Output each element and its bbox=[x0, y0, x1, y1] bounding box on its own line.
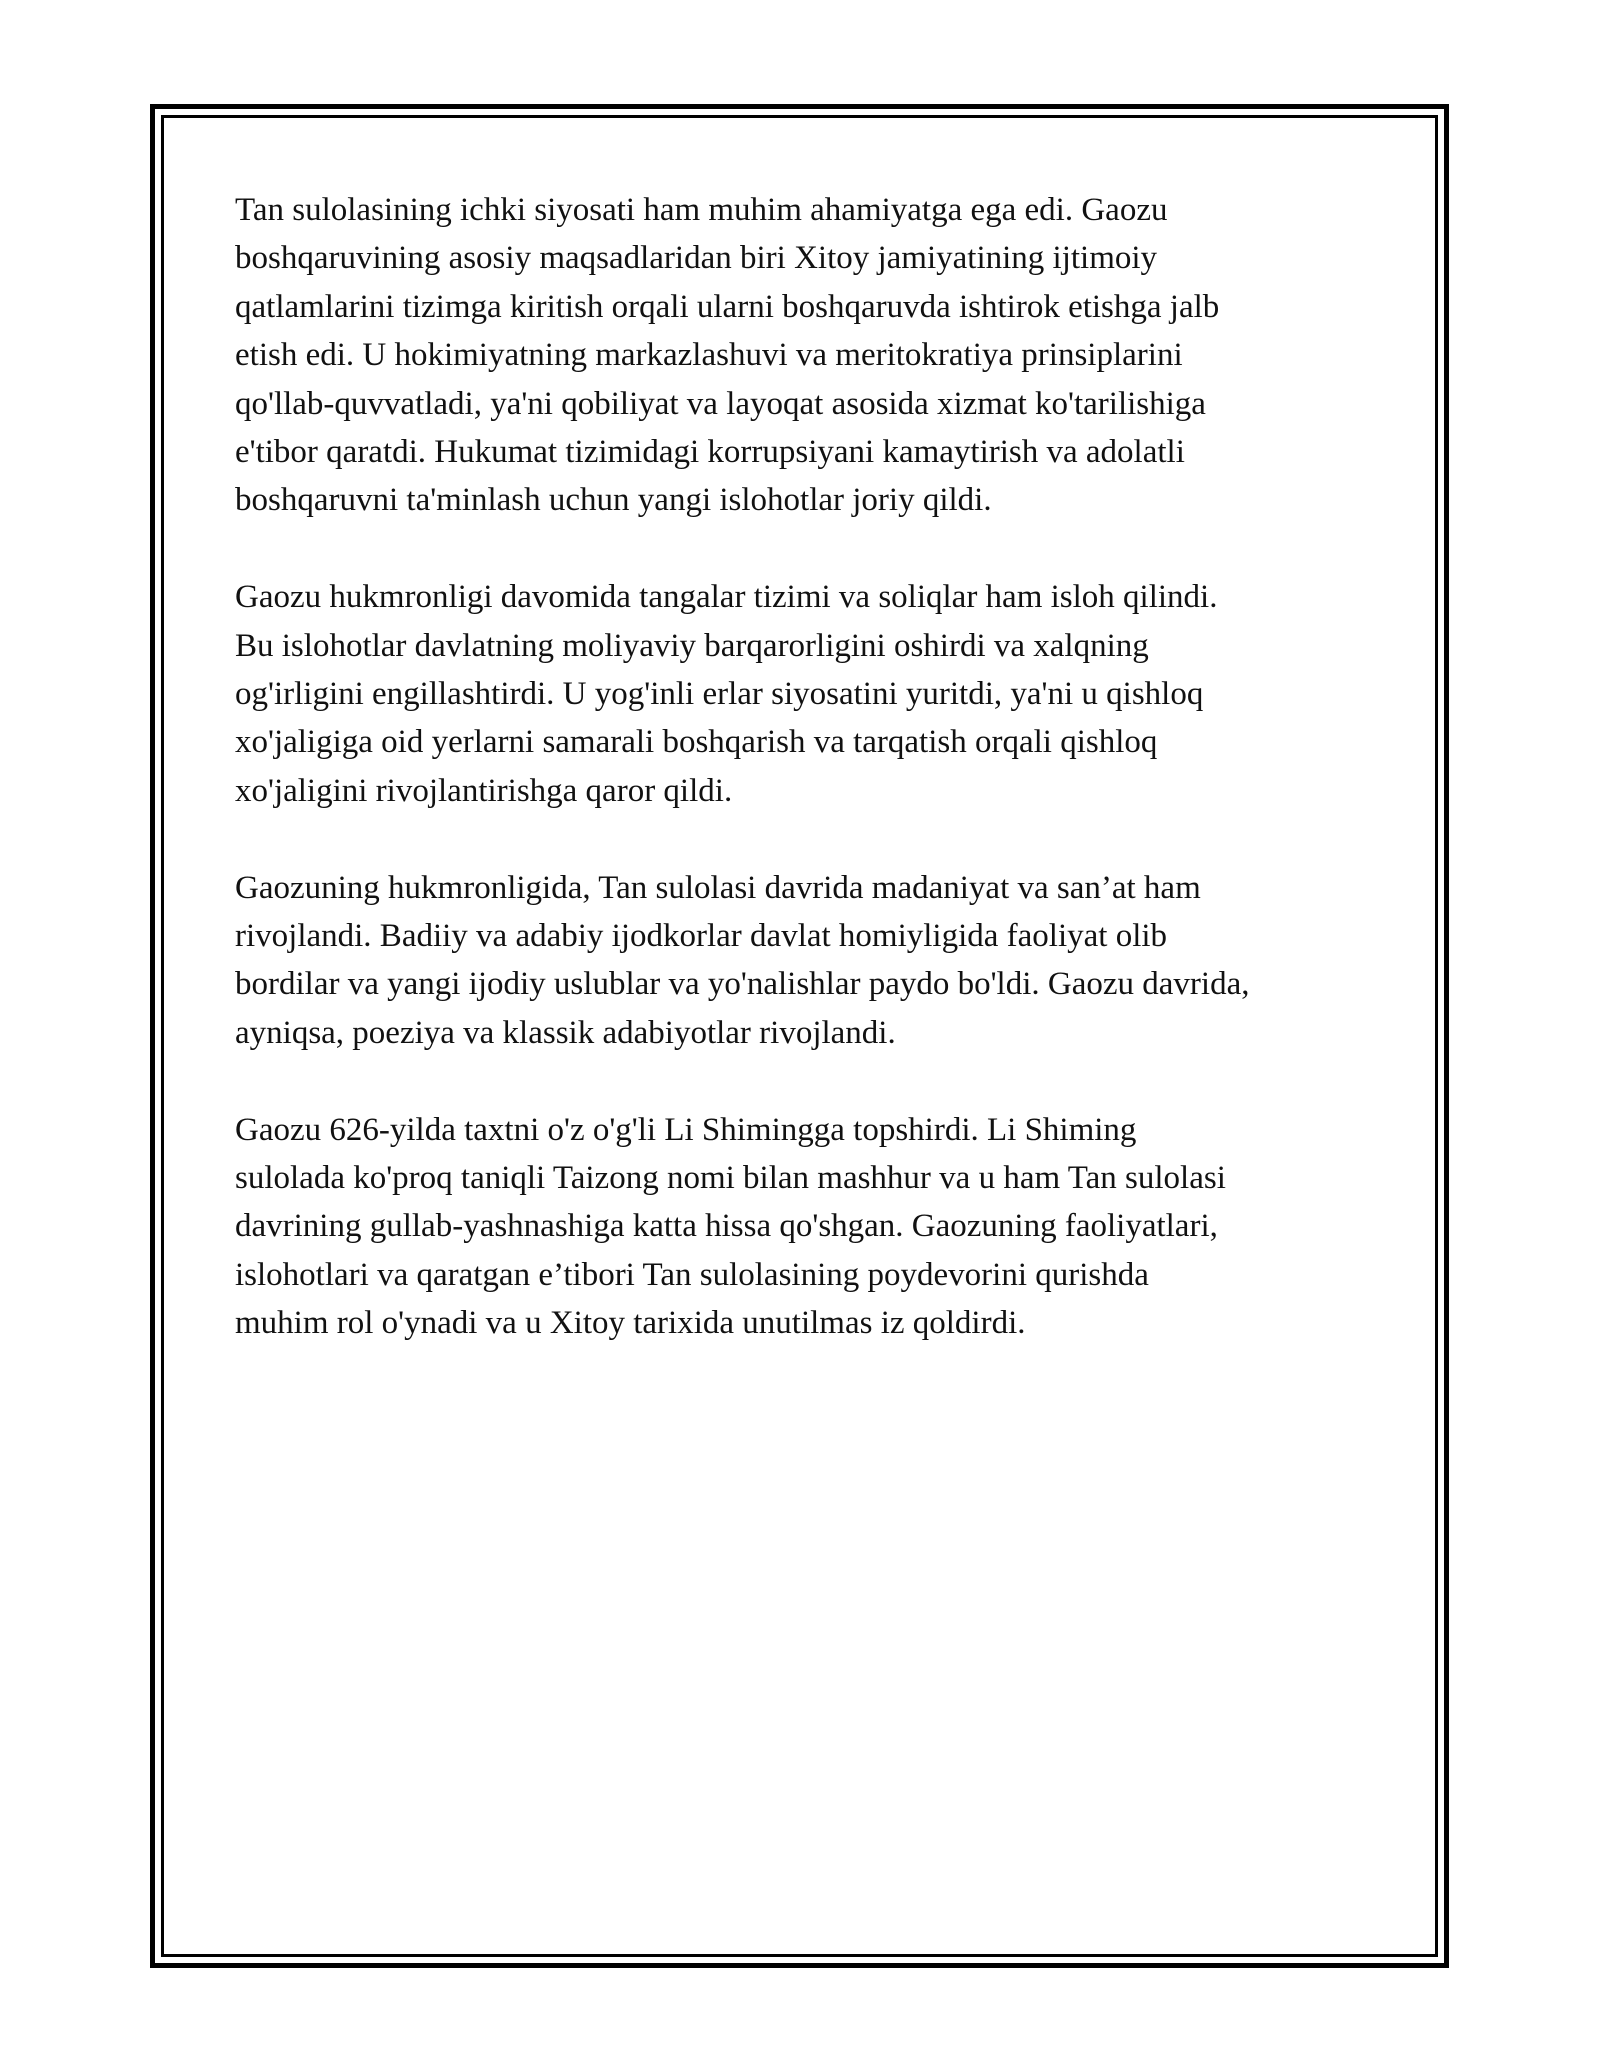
document-body bbox=[235, 186, 1375, 1348]
paragraph-2: Gaozu hukmronligi davomida tangalar tizimi va soliqlar ham isloh qilindi. Bu islohotlar davlatning moliyaviy barqarorligini oshirdi va xalqning og'irligini engillashtirdi. U yog'inli erlar siyosatini yuritdi, ya'ni u qishloq xo'jaligiga oid yerlarni samarali boshqarish va tarqatish orqali qishloq xo'jaligini rivojlantirishga qaror qildi. bbox=[235, 579, 1218, 809]
paragraph-3: Gaozuning hukmronligida, Tan sulolasi davrida madaniyat va san’at ham rivojlandi. Badiiy va adabiy ijodkorlar davlat homiyligida faoliyat olib bordilar va yangi ijodiy uslublar va yo'nalishlar paydo bo'ldi. Gaozu davrida, ayniqsa, poeziya va klassik adabiyotlar rivojlandi. bbox=[235, 869, 1250, 1051]
paragraph-4: Gaozu 626-yilda taxtni o'z o'g'li Li Shimingga topshirdi. Li Shiming sulolada ko'proq taniqli Taizong nomi bilan mashhur va u ham Tan sulolasi davrining gullab-yashnashiga katta hissa qo'shgan. Gaozuning faoliyatlari, islohotlari va qaratgan e’tibori Tan sulolasining poydevorini qurishda muhim rol o'ynadi va u Xitoy tarixida unutilmas iz qoldirdi. bbox=[235, 1111, 1226, 1342]
paragraph-1: Tan sulolasining ichki siyosati ham muhim ahamiyatga ega edi. Gaozu boshqaruvining asosiy maqsadlaridan biri Xitoy jamiyatining ijtimoiy qatlamlarini tizimga kiritish orqali ularni boshqaruvda ishtirok etishga jalb etish edi. U hokimiyatning markazlashuvi va meritokratiya prinsiplarini qo'llab-quvvatladi, ya'ni qobiliyat va layoqat asosida xizmat ko'tarilishiga e'tibor qaratdi. Hukumat tizimidagi korrupsiyani kamaytirish va adolatli boshqaruvni ta'minlash uchun yangi islohotlar joriy qildi. bbox=[235, 192, 1220, 519]
